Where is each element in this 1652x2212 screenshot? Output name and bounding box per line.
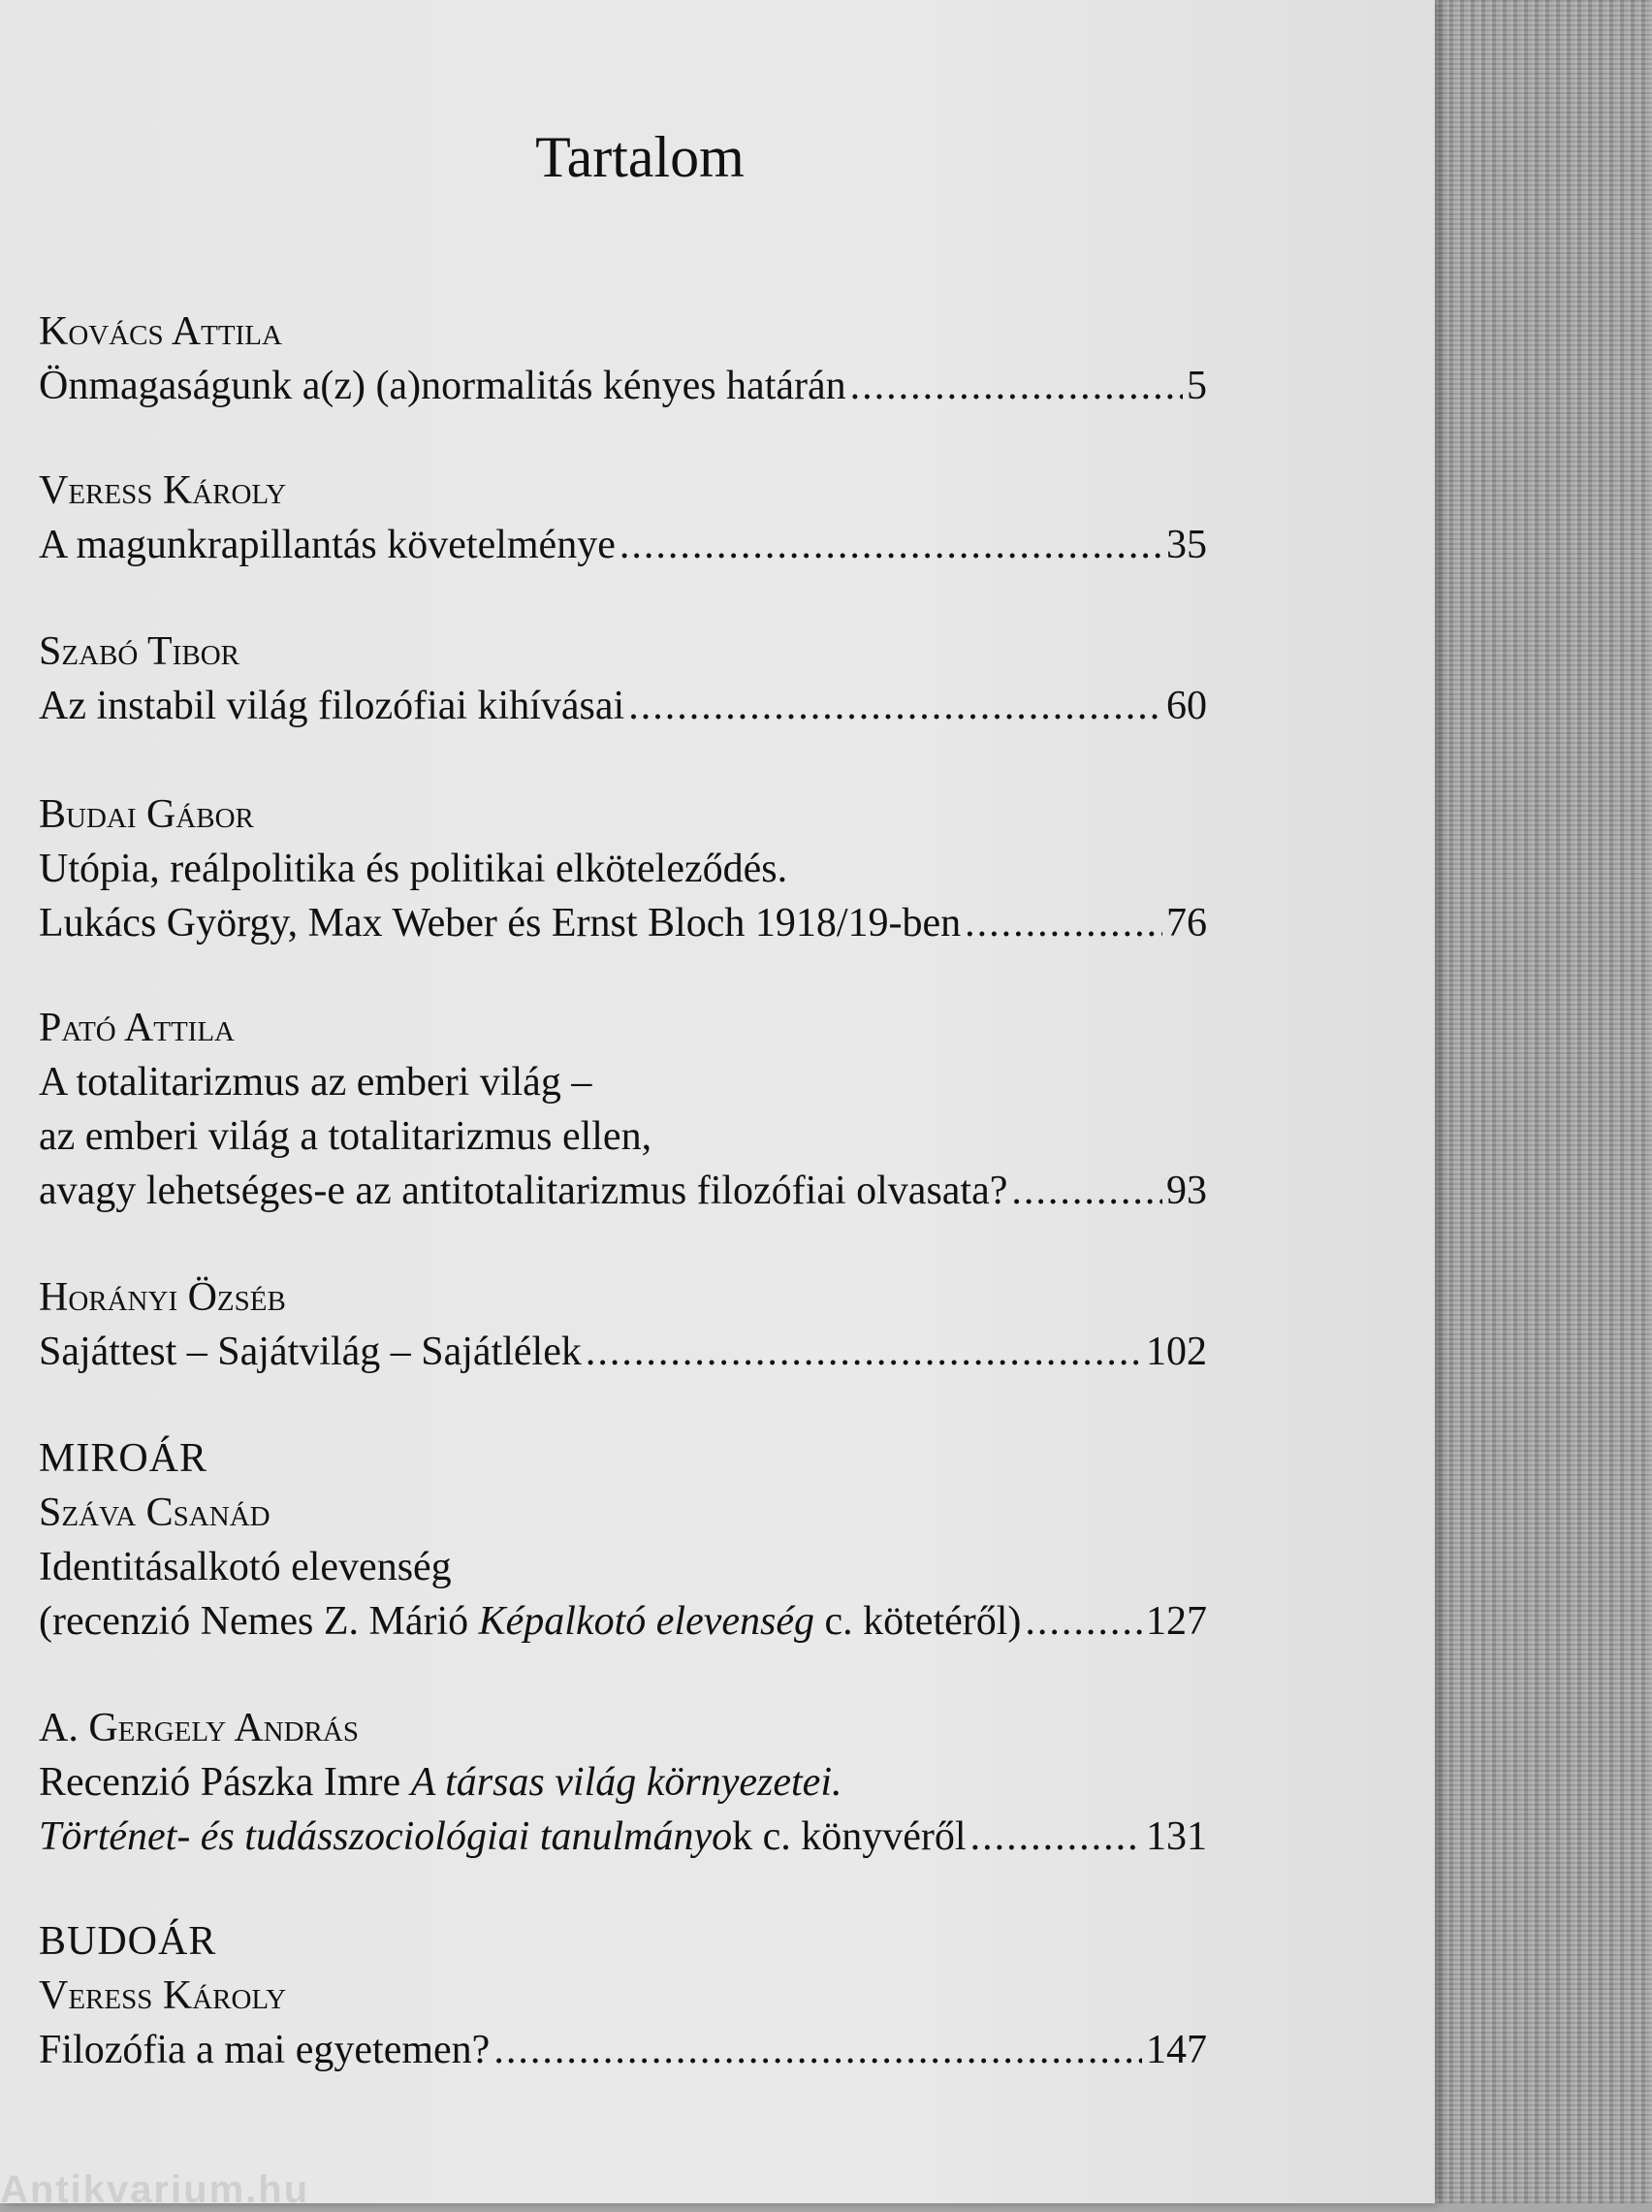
toc-line: [39, 1594, 1207, 1649]
page-number: 76: [1166, 901, 1207, 946]
dot-leader: [970, 1810, 1142, 1864]
entry-title: A totalitarizmus az emberi világ –: [39, 1060, 592, 1105]
title-part: (recenzió Nemes Z. Márió: [39, 1599, 479, 1644]
entry-title: az emberi világ a totalitarizmus ellen,: [39, 1114, 652, 1159]
entry-title: avagy lehetséges-e az antitotalitarizmus filozófiai olvasata?: [39, 1169, 1008, 1213]
background-surface: [1425, 0, 1652, 2203]
page-title: Tartalom: [535, 125, 745, 189]
watermark-text: Antikvarium.hu: [0, 2168, 310, 2211]
toc-line: [39, 1325, 1207, 1379]
toc-line: [39, 679, 1207, 733]
entry-title: [39, 1810, 967, 1864]
entry-author: Veress Károly: [39, 468, 287, 513]
toc-entry: [39, 1701, 1207, 1864]
entry-author: A. Gergely András: [39, 1706, 359, 1750]
dot-leader: [850, 359, 1183, 413]
page-number: 35: [1166, 523, 1207, 567]
dot-leader: [1011, 1164, 1162, 1218]
dot-leader: [1025, 1594, 1142, 1649]
entry-title: Önmagaságunk a(z) (a)normalitás kényes határán: [39, 364, 846, 408]
page-number: 131: [1146, 1814, 1207, 1859]
entry-title: A magunkrapillantás követelménye: [39, 523, 616, 567]
toc-line: [39, 518, 1207, 572]
dot-leader: [628, 679, 1162, 733]
entry-author: Budai Gábor: [39, 792, 254, 837]
toc-entry: [39, 625, 1207, 733]
toc-line: [39, 359, 1207, 413]
page-number: 102: [1146, 1330, 1207, 1374]
toc-entry: [39, 787, 1207, 950]
toc-entry: [39, 1431, 1207, 1649]
section-heading: BUDOÁR: [39, 1919, 217, 1964]
toc-line: [39, 896, 1207, 950]
toc-entry: [39, 1914, 1207, 2077]
toc-entry: [39, 464, 1207, 572]
entry-author: Veress Károly: [39, 1973, 287, 2018]
entry-title: [39, 1755, 1207, 1810]
dot-leader: [493, 2023, 1142, 2077]
page-number: 93: [1166, 1169, 1207, 1213]
title-part: Recenzió Pászka Imre: [39, 1760, 411, 1805]
entry-title: Filozófia a mai egyetemen?: [39, 2028, 491, 2072]
page-number: 127: [1146, 1599, 1207, 1644]
title-italic: A társas világ környezetei.: [410, 1760, 842, 1805]
dot-leader: [965, 896, 1162, 950]
toc-line: [39, 1164, 1207, 1218]
toc-entry: [39, 1001, 1207, 1218]
entry-title: [39, 1594, 1021, 1649]
entry-title: Identitásalkotó elevenség: [39, 1545, 452, 1589]
toc-line: [39, 1810, 1207, 1864]
entry-author: Szabó Tibor: [39, 629, 239, 674]
title-part: k c. könyvéről: [732, 1814, 967, 1859]
toc-line: [39, 2023, 1207, 2077]
toc-entry: [39, 1270, 1207, 1379]
entry-author: Pató Attila: [39, 1006, 236, 1050]
page-number: 60: [1166, 684, 1207, 728]
dot-leader: [620, 518, 1162, 572]
title-italic: Képalkotó elevenség: [478, 1599, 814, 1644]
entry-author: Kovács Attila: [39, 309, 282, 354]
entry-author: Horányi Özséb: [39, 1275, 286, 1320]
entry-title: Lukács György, Max Weber és Ernst Bloch 1918/19-ben: [39, 901, 962, 946]
page-number: 5: [1187, 364, 1207, 408]
entry-author: Száva Csanád: [39, 1491, 270, 1535]
page-number: 147: [1146, 2028, 1207, 2072]
entry-title: Az instabil világ filozófiai kihívásai: [39, 684, 625, 728]
toc-entry: [39, 305, 1207, 413]
entry-title: Sajáttest – Sajátvilág – Sajátlélek: [39, 1330, 582, 1374]
section-heading: MIROÁR: [39, 1436, 208, 1481]
entry-title: Utópia, reálpolitika és politikai elköteleződés.: [39, 847, 788, 891]
title-italic: Történet- és tudásszociológiai tanulmányo: [39, 1814, 733, 1859]
dot-leader: [586, 1325, 1142, 1379]
title-part: c. kötetéről): [814, 1599, 1022, 1644]
